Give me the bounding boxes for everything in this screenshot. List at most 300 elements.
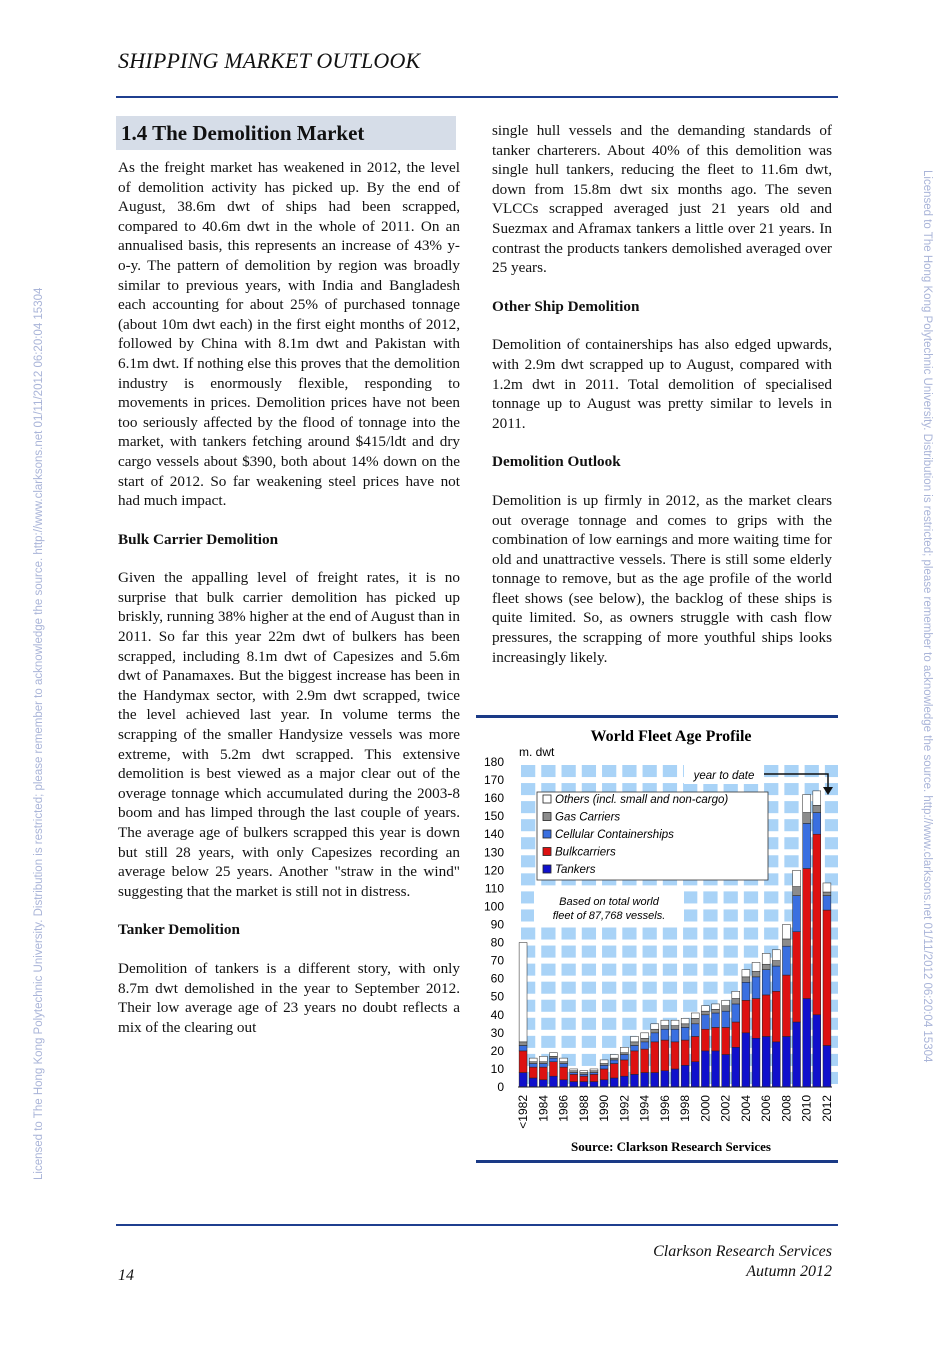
grid-tile	[521, 801, 535, 813]
bar-2012-gas	[823, 892, 831, 896]
grid-tile	[683, 909, 697, 921]
grid-tile	[724, 909, 738, 921]
legend-label: Tankers	[555, 864, 596, 876]
grid-tile	[805, 765, 819, 777]
bar-1987-others	[570, 1069, 578, 1071]
bar-2001-cellular	[712, 1013, 720, 1027]
grid-tile	[602, 1036, 616, 1048]
bar-1983-tankers	[529, 1078, 537, 1087]
bar-1998-bulkcarriers	[681, 1040, 689, 1065]
grid-tile	[703, 964, 717, 976]
legend-swatch	[543, 795, 551, 803]
bar-1985-bulkcarriers	[550, 1062, 558, 1076]
grid-tile	[622, 982, 636, 994]
bulk-paragraph: Given the appalling level of freight rates, it is no surprise that bulk carrier demolition has picked up briskly, running 38% higher at the end of August than in 2011. So far this year 22m dwt of bulkers has been scrapped, including 8.1m dwt of Capesizes and 5.6m dwt of Panamaxes. But the biggest increase has been in the Handymax sector, with 2.9m dwt scrapped, twice the level achieved last year. In volume terms the scrapping of the smaller Handysize vessels was more extreme, with 5.2m dwt scrapped. This extensive demolition is best viewed as a major clear out of the overage tonnage which accumulated during the 2003-8 boom and has limped through the last couple of years. The average age of bulkers scrapped this year is down but still 28 years, with only Capesizes recording an average below 25 years. Another "straw in the wind" suggesting that the market is still not in distress.	[118, 569, 460, 900]
x-tick-label: 1988	[576, 1095, 591, 1122]
y-tick-label: 70	[490, 953, 504, 968]
bar-1996-others	[661, 1020, 669, 1025]
grid-tile	[825, 819, 838, 831]
grid-tile	[541, 982, 555, 994]
grid-tile	[643, 1000, 657, 1012]
grid-tile	[825, 837, 838, 849]
bar-2002-tankers	[722, 1055, 730, 1088]
x-tick-label: 2002	[718, 1095, 733, 1122]
grid-tile	[541, 946, 555, 958]
bar-2011-cellular	[813, 813, 821, 835]
grid-tile	[703, 928, 717, 940]
x-axis-ticks	[516, 1095, 834, 1129]
bar-1986-tankers	[560, 1080, 568, 1087]
footer-rule	[116, 1224, 838, 1226]
bar-1991-cellular	[610, 1060, 618, 1064]
bar-1995-others	[651, 1024, 659, 1029]
bar-1988-others	[580, 1071, 588, 1073]
bar-2011-gas	[813, 805, 821, 812]
legend-label: Others (incl. small and non-cargo)	[555, 794, 729, 806]
bar-1987-gas	[570, 1071, 578, 1073]
grid-tile	[663, 982, 677, 994]
y-tick-label: 10	[490, 1061, 504, 1076]
bar-2005-bulkcarriers	[752, 999, 760, 1039]
bar-1988-bulkcarriers	[580, 1076, 588, 1081]
grid-tile	[683, 1000, 697, 1012]
grid-tile	[562, 928, 576, 940]
bar-2007-others	[772, 950, 780, 961]
bar-1995-gas	[651, 1029, 659, 1033]
y-axis-ticks	[484, 755, 504, 1094]
bar-1989-cellular	[590, 1073, 598, 1075]
grid-tile	[562, 765, 576, 777]
grid-tile	[744, 928, 758, 940]
grid-tile	[521, 891, 535, 903]
intro-paragraph: As the freight market has weakened in 2012, the level of demolition activity has picked up. By the end of August, 38.6m dwt of ships had been scrapped, compared to 40.6m dwt in the whole of 2011. On an annualised basis, this represents an increase of 43% y-o-y. The pattern of demolition by region was broadly similar to previous years, with India and Bangladesh each accounting for about 25% of purchased tonnage (about 10m dwt each) in the first eight months of 2012, followed by China with 8.1m dwt and Pakistan with 6.1m dwt. If nothing else this proves that the demolition industry is enormously flexible, responding to movements in prices. Demolition prices have not been too seriously affected by the flood of tonnage into the market, with tankers fetching around $415/ldt and dry cargo vessels about $390, both about 14% down on the start of 2012. So far weakening steel prices have not had much impact.	[118, 159, 460, 510]
bar-1996-gas	[661, 1026, 669, 1030]
grid-tile	[622, 1000, 636, 1012]
y-tick-label: 150	[483, 809, 504, 824]
grid-tile	[602, 964, 616, 976]
grid-tile	[744, 909, 758, 921]
legend-swatch	[543, 865, 551, 873]
y-tick-label: 0	[497, 1080, 504, 1094]
grid-tile	[663, 1000, 677, 1012]
grid-tile	[541, 928, 555, 940]
bar-2012-cellular	[823, 896, 831, 910]
bar-1990-gas	[600, 1064, 608, 1066]
grid-tile	[521, 783, 535, 795]
grid-tile	[562, 1036, 576, 1048]
year-to-date-label: year to date	[693, 770, 755, 782]
bar-1989-gas	[590, 1071, 598, 1073]
bar-2003-cellular	[732, 1004, 740, 1022]
bar-2004-others	[742, 970, 750, 977]
bar-2005-gas	[752, 971, 760, 976]
bar-1985-others	[550, 1053, 558, 1057]
bar-1998-gas	[681, 1024, 689, 1028]
license-watermark-left: Licensed to The Hong Kong Polytechnic University. Distribution is restricted; please remember to acknowledge the source. http://www.clarksons.net 01/11/2012 06:20:04 15304	[33, 287, 45, 1180]
bar-1994-cellular	[641, 1042, 649, 1049]
grid-tile	[825, 801, 838, 813]
bar-<1982-tankers	[519, 1073, 527, 1087]
grid-tile	[521, 837, 535, 849]
grid-tile	[602, 928, 616, 940]
bar-1997-gas	[671, 1026, 679, 1030]
bar-1986-cellular	[560, 1064, 568, 1068]
bar-<1982-others	[519, 943, 527, 1042]
bar-2010-tankers	[803, 999, 811, 1087]
bar-1985-gas	[550, 1056, 558, 1058]
bar-2007-gas	[772, 961, 780, 966]
grid-tile	[683, 982, 697, 994]
bar-2011-tankers	[813, 1015, 821, 1087]
grid-tile	[784, 855, 798, 867]
bar-1994-bulkcarriers	[641, 1049, 649, 1072]
y-tick-label: 80	[490, 935, 504, 950]
y-tick-label: 50	[490, 989, 504, 1004]
footer-publisher: Clarkson Research Services	[653, 1243, 832, 1260]
bar-1989-others	[590, 1069, 598, 1071]
bar-2001-tankers	[712, 1051, 720, 1087]
bar-2001-bulkcarriers	[712, 1027, 720, 1050]
bar-1984-cellular	[539, 1064, 547, 1068]
grid-tile	[521, 855, 535, 867]
bar-2010-gas	[803, 813, 811, 824]
bar-1987-bulkcarriers	[570, 1074, 578, 1081]
bar-1995-bulkcarriers	[651, 1042, 659, 1073]
bar-2002-bulkcarriers	[722, 1027, 730, 1054]
bar-1986-bulkcarriers	[560, 1067, 568, 1080]
bar-1997-tankers	[671, 1069, 679, 1087]
grid-tile	[541, 1000, 555, 1012]
x-tick-label: 2004	[738, 1095, 753, 1122]
grid-tile	[764, 765, 778, 777]
grid-tile	[643, 928, 657, 940]
bar-1999-others	[691, 1013, 699, 1018]
bar-2008-tankers	[782, 1036, 790, 1087]
grid-tile	[521, 819, 535, 831]
y-tick-label: 160	[483, 791, 504, 806]
grid-tile	[622, 928, 636, 940]
bar-2011-bulkcarriers	[813, 834, 821, 1015]
bar-1993-others	[631, 1036, 639, 1041]
bar-2008-gas	[782, 939, 790, 946]
fleet-note-line-2: fleet of 87,768 vessels.	[552, 910, 666, 922]
bar-1985-tankers	[550, 1076, 558, 1087]
grid-tile	[724, 928, 738, 940]
legend-label: Bulkcarriers	[555, 846, 616, 859]
bar-1996-tankers	[661, 1071, 669, 1087]
chart-top-rule	[476, 715, 838, 718]
legend-swatch	[543, 813, 551, 821]
grid-tile	[784, 837, 798, 849]
bar-1996-cellular	[661, 1029, 669, 1040]
bar-2007-bulkcarriers	[772, 991, 780, 1042]
bar-2009-tankers	[793, 1022, 801, 1087]
bar-1984-tankers	[539, 1080, 547, 1087]
bar-1988-tankers	[580, 1082, 588, 1087]
heading-tanker-demolition: Tanker Demolition	[118, 921, 240, 939]
bar-1991-bulkcarriers	[610, 1064, 618, 1078]
grid-tile	[541, 964, 555, 976]
grid-tile	[643, 765, 657, 777]
x-tick-label: 1996	[657, 1095, 672, 1122]
chart-title: World Fleet Age Profile	[590, 728, 752, 745]
bar-1988-cellular	[580, 1074, 588, 1076]
grid-tile	[744, 891, 758, 903]
bar-<1982-gas	[519, 1042, 527, 1046]
bar-2012-bulkcarriers	[823, 910, 831, 1045]
x-tick-label: 2012	[819, 1095, 834, 1122]
bar-1984-others	[539, 1056, 547, 1061]
bar-2012-tankers	[823, 1045, 831, 1087]
grid-tile	[562, 1018, 576, 1030]
bar-1996-bulkcarriers	[661, 1040, 669, 1071]
y-tick-label: 60	[490, 971, 504, 986]
bar-1997-others	[671, 1020, 679, 1025]
x-tick-label: 1998	[678, 1095, 693, 1122]
bar-2012-others	[823, 883, 831, 892]
bar-2000-tankers	[701, 1051, 709, 1087]
footer-edition: Autumn 2012	[746, 1263, 832, 1280]
bar-2002-others	[722, 1000, 730, 1005]
grid-tile	[582, 1054, 596, 1066]
tanker-paragraph: Demolition of tankers is a different story, with only 8.7m dwt demolished in the year to September 2012. Their low average age of 23 years no doubt reflects a mix of the clearing out	[118, 959, 460, 1036]
grid-tile	[703, 891, 717, 903]
bar-1990-tankers	[600, 1080, 608, 1087]
bar-2003-bulkcarriers	[732, 1022, 740, 1047]
grid-tile	[663, 928, 677, 940]
grid-tile	[784, 783, 798, 795]
x-tick-label: 1994	[637, 1095, 652, 1122]
bar-2009-cellular	[793, 896, 801, 932]
bar-2004-bulkcarriers	[742, 1000, 750, 1033]
grid-tile	[622, 946, 636, 958]
bar-1993-cellular	[631, 1045, 639, 1050]
grid-tile	[562, 946, 576, 958]
grid-tile	[663, 946, 677, 958]
grid-tile	[582, 964, 596, 976]
bar-1993-gas	[631, 1042, 639, 1046]
grid-tile	[582, 1018, 596, 1030]
bar-1992-others	[620, 1047, 628, 1052]
bar-2006-others	[762, 953, 770, 964]
bar-1990-others	[600, 1060, 608, 1064]
grid-tile	[703, 982, 717, 994]
bar-1992-tankers	[620, 1076, 628, 1087]
other-paragraph: Demolition of containerships has also edged upwards, with 2.9m dwt scrapped up to August, compared with 1.2m dwt in 2011. Total demolition of specialised tonnage up to August was pretty similar to levels in 2011.	[492, 336, 832, 432]
bar-1999-gas	[691, 1018, 699, 1023]
y-tick-label: 100	[483, 899, 504, 914]
section-title: 1.4 The Demolition Market	[121, 121, 365, 145]
bar-1983-bulkcarriers	[529, 1067, 537, 1078]
grid-tile	[622, 964, 636, 976]
bar-1991-tankers	[610, 1078, 618, 1087]
bar-<1982-bulkcarriers	[519, 1051, 527, 1073]
y-tick-label: 40	[490, 1007, 504, 1022]
bar-1984-gas	[539, 1062, 547, 1064]
bar-2006-tankers	[762, 1036, 770, 1087]
bar-1983-gas	[529, 1062, 537, 1064]
grid-tile	[582, 928, 596, 940]
bar-1992-bulkcarriers	[620, 1060, 628, 1076]
bar-1983-cellular	[529, 1064, 537, 1068]
grid-tile	[643, 982, 657, 994]
bar-2002-gas	[722, 1006, 730, 1011]
bar-2006-bulkcarriers	[762, 995, 770, 1037]
grid-tile	[562, 964, 576, 976]
bar-2008-others	[782, 925, 790, 939]
bar-2002-cellular	[722, 1011, 730, 1027]
bar-2011-others	[813, 791, 821, 805]
bar-2000-gas	[701, 1011, 709, 1015]
bar-2000-cellular	[701, 1015, 709, 1029]
grid-tile	[764, 928, 778, 940]
grid-tile	[582, 1036, 596, 1048]
x-tick-label: 2010	[799, 1095, 814, 1122]
grid-tile	[602, 982, 616, 994]
y-tick-label: 120	[483, 863, 504, 878]
grid-tile	[784, 801, 798, 813]
grid-tile	[724, 891, 738, 903]
bar-1999-bulkcarriers	[691, 1036, 699, 1061]
bar-1990-bulkcarriers	[600, 1069, 608, 1080]
grid-tile	[784, 819, 798, 831]
y-axis-unit-label: m. dwt	[519, 745, 555, 759]
bar-2003-gas	[732, 999, 740, 1004]
grid-tile	[724, 946, 738, 958]
grid-tile	[784, 765, 798, 777]
grid-tile	[643, 946, 657, 958]
bar-2007-cellular	[772, 966, 780, 991]
bar-1999-tankers	[691, 1062, 699, 1087]
bar-1987-tankers	[570, 1082, 578, 1087]
grid-tile	[602, 765, 616, 777]
y-tick-label: 140	[483, 827, 504, 842]
x-tick-label: 2008	[779, 1095, 794, 1122]
bar-2003-tankers	[732, 1047, 740, 1087]
grid-tile	[683, 928, 697, 940]
grid-tile	[521, 909, 535, 921]
bar-1997-bulkcarriers	[671, 1042, 679, 1069]
bar-2001-gas	[712, 1009, 720, 1013]
bar-2004-cellular	[742, 982, 750, 1000]
grid-tile	[703, 909, 717, 921]
bar-1998-others	[681, 1018, 689, 1023]
grid-tile	[521, 765, 535, 777]
grid-tile	[541, 1036, 555, 1048]
left-column	[118, 158, 460, 1037]
grid-tile	[724, 964, 738, 976]
bar-2009-bulkcarriers	[793, 932, 801, 1022]
grid-tile	[683, 946, 697, 958]
x-tick-label: 1990	[597, 1095, 612, 1122]
grid-tile	[764, 909, 778, 921]
bar-2008-bulkcarriers	[782, 975, 790, 1036]
legend-label: Cellular Containerships	[555, 829, 674, 841]
bar-1990-cellular	[600, 1065, 608, 1069]
grid-tile	[825, 855, 838, 867]
bar-2007-tankers	[772, 1042, 780, 1087]
grid-tile	[683, 964, 697, 976]
x-tick-label: 1984	[536, 1095, 551, 1122]
x-tick-label: 2006	[759, 1095, 774, 1122]
bar-2000-others	[701, 1006, 709, 1011]
fleet-note-line-1: Based on total world	[559, 896, 659, 908]
bar-2009-others	[793, 870, 801, 886]
grid-tile	[582, 946, 596, 958]
bar-1992-cellular	[620, 1055, 628, 1060]
bar-1993-tankers	[631, 1074, 639, 1087]
bar-2004-tankers	[742, 1033, 750, 1087]
bar-1984-bulkcarriers	[539, 1067, 547, 1080]
bar-2004-gas	[742, 977, 750, 982]
grid-tile	[562, 1000, 576, 1012]
bar-1995-cellular	[651, 1033, 659, 1042]
grid-tile	[764, 891, 778, 903]
grid-tile	[683, 891, 697, 903]
grid-tile	[582, 1000, 596, 1012]
bar-2001-others	[712, 1004, 720, 1009]
grid-tile	[643, 964, 657, 976]
bar-2005-tankers	[752, 1038, 760, 1087]
bar-1988-gas	[580, 1073, 588, 1075]
bar-1993-bulkcarriers	[631, 1051, 639, 1074]
bar-1998-cellular	[681, 1027, 689, 1040]
bar-2003-others	[732, 991, 740, 998]
bar-2008-cellular	[782, 946, 790, 975]
running-header: SHIPPING MARKET OUTLOOK	[118, 48, 421, 73]
grid-tile	[663, 964, 677, 976]
grid-tile	[541, 1018, 555, 1030]
bar-1994-tankers	[641, 1073, 649, 1087]
bar-1997-cellular	[671, 1029, 679, 1042]
grid-tile	[521, 873, 535, 885]
y-tick-label: 180	[483, 755, 504, 769]
bar-1994-gas	[641, 1038, 649, 1042]
chart-box	[476, 715, 838, 1165]
bar-2005-cellular	[752, 977, 760, 999]
bar-1986-gas	[560, 1062, 568, 1064]
y-tick-label: 170	[483, 773, 504, 788]
y-tick-label: 20	[490, 1043, 504, 1058]
bar-1995-tankers	[651, 1073, 659, 1087]
license-watermark-right: Licensed to The Hong Kong Polytechnic University. Distribution is restricted; please remember to acknowledge the source. http://www.clarksons.net 01/11/2012 06:20:04 15304	[921, 170, 933, 1063]
heading-bulk-carrier-demolition: Bulk Carrier Demolition	[118, 530, 279, 548]
bar-2010-others	[803, 795, 811, 813]
bar-1983-others	[529, 1058, 537, 1062]
grid-tile	[541, 765, 555, 777]
legend-label: Gas Carriers	[555, 811, 621, 824]
bar-2009-gas	[793, 887, 801, 896]
heading-demolition-outlook: Demolition Outlook	[492, 453, 621, 471]
grid-tile	[663, 765, 677, 777]
grid-tile	[521, 928, 535, 940]
grid-tile	[703, 946, 717, 958]
x-tick-label: <1982	[516, 1095, 531, 1129]
bar-2010-bulkcarriers	[803, 869, 811, 999]
right-column	[492, 121, 832, 667]
tanker-continued-paragraph: single hull vessels and the demanding standards of tanker charterers. About 40% of this demolition was single hull tankers, reducing the fleet to 11.6m dwt, down from 15.8m dwt six months ago. The seven VLCCs scrapped averaged just 21 years old and Suezmax and Aframax tankers a little over 21 years. In contrast the products tankers demolished averaged over 25 years.	[492, 122, 832, 277]
outlook-paragraph: Demolition is up firmly in 2012, as the market clears out overage tonnage and comes to grips with the combination of low earnings and more waiting time for old and unattractive vessels. There is still some elderly tonnage to remove, but as the age profile of the world fleet shows (see below), the backlog of these ships is quite limited. So, as owners struggle with cash flow pressures, the scrapping of more youthful ships looks increasingly likely.	[492, 491, 832, 666]
y-tick-label: 30	[490, 1025, 504, 1040]
grid-tile	[622, 765, 636, 777]
bar-1991-gas	[610, 1058, 618, 1060]
heading-other-ship-demolition: Other Ship Demolition	[492, 297, 640, 315]
bar-1989-tankers	[590, 1082, 598, 1087]
grid-tile	[602, 1018, 616, 1030]
y-tick-label: 110	[484, 881, 504, 896]
grid-tile	[562, 982, 576, 994]
grid-tile	[582, 765, 596, 777]
